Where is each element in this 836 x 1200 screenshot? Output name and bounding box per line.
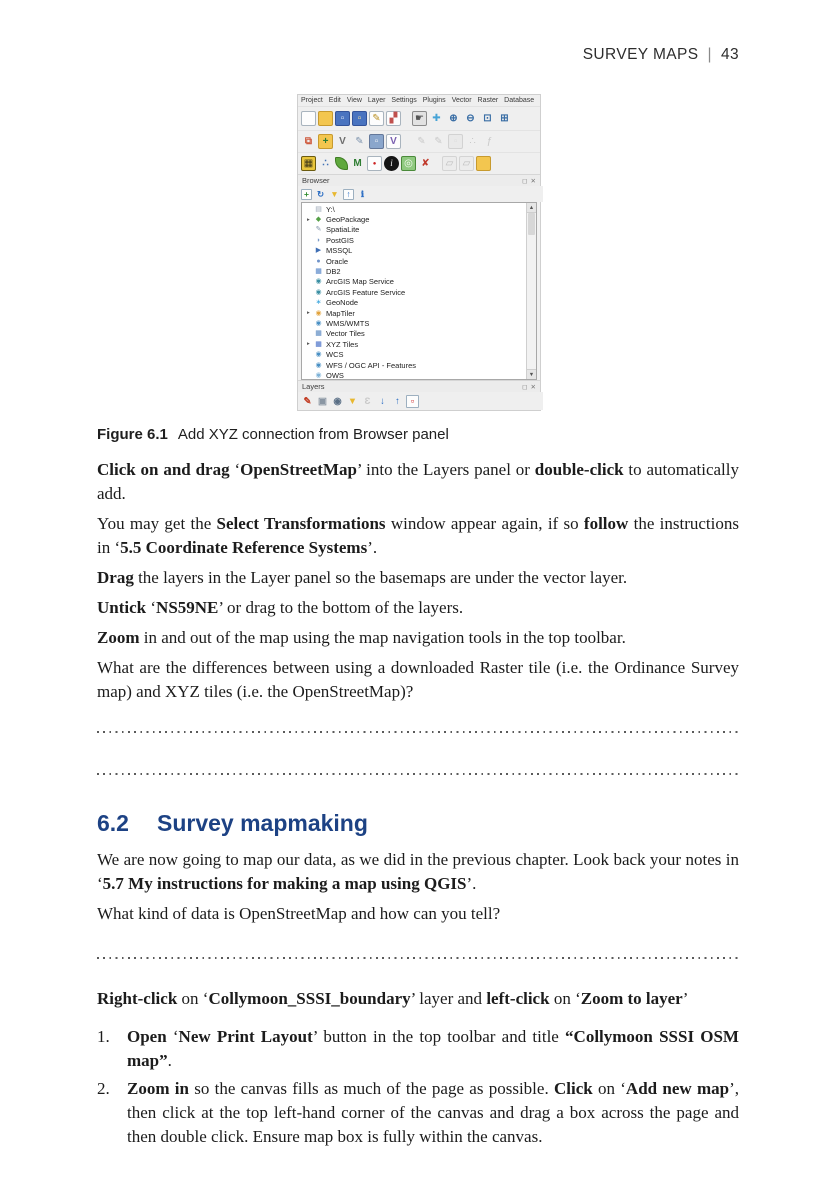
select-features-icon[interactable]: ▱ <box>442 156 457 171</box>
tree-item[interactable] <box>302 277 526 287</box>
save-project-icon[interactable]: ▫ <box>335 111 350 126</box>
annotation-icon[interactable]: ● <box>367 156 382 171</box>
tree-item-icon: ▤ <box>315 205 322 213</box>
paragraph-question2: What kind of data is OpenStreetMap and how can you tell? <box>97 904 501 923</box>
tree-item-label: WFS / OGC API - Features <box>326 360 417 370</box>
browser-tree <box>301 202 537 380</box>
paragraph-question1: What are the differences between using a downloaded Raster tile (i.e. the Ordinance Survey map) and XYZ tiles (i.e. the OpenStreetMap)? <box>97 658 739 701</box>
add-delimited-layer-icon[interactable]: V <box>339 135 346 147</box>
page-header <box>583 46 739 64</box>
info-icon[interactable]: i <box>384 156 399 171</box>
tree-item-label: GeoPackage <box>326 215 370 225</box>
section-number: 6.2 <box>97 810 129 836</box>
figure-caption <box>97 426 739 443</box>
tree-item-icon: ▦ <box>315 340 322 348</box>
tree-item-label: WCS <box>326 350 344 360</box>
collapse-all-layers-icon[interactable]: ↑ <box>395 395 400 407</box>
expand-all-icon[interactable]: ↓ <box>380 395 385 407</box>
add-group-icon[interactable]: ▣ <box>318 395 327 407</box>
add-postgis-layer-icon[interactable]: ▫ <box>369 134 384 149</box>
tree-item-icon: ▶ <box>315 247 322 255</box>
tree-item[interactable] <box>302 266 526 276</box>
metasearch-icon[interactable]: M <box>353 157 362 169</box>
expression-filter-icon[interactable]: Ɛ <box>364 395 371 407</box>
tree-item-icon: ◉ <box>315 371 322 379</box>
browser-panel-title: Browser <box>302 176 330 185</box>
tree-item-label: SpatiaLite <box>326 225 360 235</box>
tree-item[interactable] <box>302 298 526 308</box>
list-item <box>97 1025 739 1073</box>
layers-panel-title: Layers <box>302 382 325 391</box>
georeferencer-icon[interactable]: ▦ <box>301 156 316 171</box>
figure-caption-text: Add XYZ connection from Browser panel <box>177 426 449 443</box>
leaf-plugin-icon[interactable] <box>335 157 348 170</box>
layers-panel-controls <box>519 382 536 391</box>
tree-item-icon: ◉ <box>315 361 322 369</box>
layout-manager-icon[interactable]: ✎ <box>369 111 384 126</box>
tree-item-icon: ∗ <box>315 299 322 307</box>
menu-item[interactable]: Settings <box>391 97 417 104</box>
properties-icon[interactable]: ℹ <box>360 188 365 199</box>
tree-item-label: XYZ Tiles <box>326 339 359 349</box>
tree-item[interactable] <box>302 246 526 256</box>
paragraph-click-drag: Click on and drag ‘OpenStreetMap’ into the Layers panel or double-click to automatically add. <box>97 460 739 503</box>
paragraph-transformations: You may get the Select Transformations window appear again, if so follow the instructions in ‘5.5 Coordinate Reference Systems’. <box>97 514 739 557</box>
figure-caption-label: Figure 6.1 <box>97 426 168 443</box>
measure-icon[interactable]: ✘ <box>421 157 430 169</box>
tree-item-label: ArcGIS Feature Service <box>326 287 406 297</box>
tree-item-label: PostGIS <box>326 235 354 245</box>
modify-attributes-icon[interactable]: ƒ <box>486 135 493 147</box>
toggle-editing-icon[interactable]: ✎ <box>434 135 443 147</box>
tree-item-label: Vector Tiles <box>326 329 365 339</box>
add-layer-icon[interactable]: + <box>301 189 312 200</box>
menu-item[interactable]: Raster <box>477 97 499 104</box>
style-manager-icon[interactable]: ▞ <box>386 111 401 126</box>
tree-item-label: DB2 <box>326 267 341 277</box>
tree-item-icon: ◉ <box>315 278 322 286</box>
vertex-tool-icon[interactable]: ∴ <box>469 135 476 147</box>
tree-item[interactable] <box>302 225 526 235</box>
tree-item-label: WMS/WMTS <box>326 318 370 328</box>
answer-line <box>97 730 739 733</box>
save-edits-icon[interactable]: ▫ <box>448 134 463 149</box>
body-text <box>97 458 739 1153</box>
qgis-screenshot <box>298 95 540 410</box>
zoom-full-icon[interactable]: ⊡ <box>483 112 492 124</box>
open-project-icon[interactable] <box>318 111 333 126</box>
expand-arrow-icon[interactable]: ▸ <box>307 216 310 223</box>
browser-panel-header <box>298 174 540 186</box>
add-vector-layer-icon[interactable]: + <box>318 134 333 149</box>
open-table-icon[interactable] <box>476 156 491 171</box>
tree-item-icon: ▦ <box>315 268 322 276</box>
tree-item[interactable] <box>302 256 526 266</box>
deselect-features-icon[interactable]: ▱ <box>459 156 474 171</box>
add-spatialite-layer-icon[interactable]: ✎ <box>355 135 364 147</box>
browser-tree-items <box>302 203 526 379</box>
list-item-text: Zoom in so the canvas fills as much of the page as possible. Click on ‘Add new map’, then click at the top left-hand corner of the canvas and drag a box across the page and then double click. Ensure map box is fully within the canvas. <box>127 1079 739 1146</box>
menu-item[interactable]: Edit <box>328 97 341 104</box>
tree-scrollbar[interactable] <box>526 203 536 379</box>
qgis-toolbar-row2 <box>298 130 540 152</box>
tree-item-label: MapTiler <box>326 308 355 318</box>
tree-item[interactable] <box>302 339 526 349</box>
list-item-text: Open ‘New Print Layout’ button in the top toolbar and title “Collymoon SSSI OSM map”. <box>127 1027 739 1070</box>
paragraph-zoom: Zoom in and out of the map using the map navigation tools in the top toolbar. <box>97 628 626 647</box>
running-title: SURVEY MAPS <box>582 46 699 63</box>
menu-item[interactable]: Plugins <box>422 97 446 104</box>
layers-panel-header <box>298 380 540 392</box>
refresh-icon[interactable]: ↻ <box>316 188 325 199</box>
browser-toolbar <box>298 186 543 202</box>
menu-item[interactable]: Database <box>504 97 535 104</box>
tree-item-label: OWS <box>326 370 344 380</box>
qgis-toolbar-row3 <box>298 152 540 174</box>
scroll-down-icon[interactable]: ▼ <box>527 369 536 379</box>
tree-item-icon: ✎ <box>315 226 322 234</box>
tree-item-label: MSSQL <box>326 246 353 256</box>
identify-features-icon[interactable]: ◎ <box>401 156 416 171</box>
close-panel-icon[interactable]: ✕ <box>530 384 536 391</box>
answer-line <box>97 772 739 775</box>
filter-browser-icon[interactable]: ▼ <box>330 189 339 199</box>
tree-item-label: ArcGIS Map Service <box>326 277 394 287</box>
section-title: Survey mapmaking <box>156 810 368 836</box>
tree-item-icon: ◉ <box>315 351 322 359</box>
paragraph-rightclick: Right-click on ‘Collymoon_SSSI_boundary’ layer and left-click on ‘Zoom to layer’ <box>97 989 689 1008</box>
list-item <box>97 1077 739 1149</box>
qgis-menubar <box>298 95 540 107</box>
add-mesh-layer-icon[interactable]: V <box>386 134 401 149</box>
tree-item[interactable] <box>302 329 526 339</box>
tree-item-icon: ◉ <box>315 309 322 317</box>
header-separator: | <box>707 46 712 63</box>
paragraph-intro: We are now going to map our data, as we did in the previous chapter. Look back your notes in ‘5.7 My instructions for making a map using QGIS’. <box>97 850 739 893</box>
tree-item-label: GeoNode <box>326 298 359 308</box>
new-project-icon[interactable] <box>301 111 316 126</box>
answer-line <box>97 956 739 959</box>
numbered-list <box>97 1025 739 1149</box>
pan-map-icon[interactable]: ☛ <box>412 111 427 126</box>
tree-item-icon: ◉ <box>315 288 322 296</box>
paragraph-drag-layers: Drag the layers in the Layer panel so the basemaps are under the vector layer. <box>97 568 628 587</box>
tree-item[interactable] <box>302 360 526 370</box>
float-panel-icon[interactable]: ◻ <box>522 178 528 185</box>
expand-arrow-icon[interactable]: ▸ <box>307 310 310 317</box>
tree-item[interactable] <box>302 370 526 380</box>
tree-item-icon: ◗ <box>316 236 321 244</box>
tree-item-icon: ◉ <box>315 319 322 327</box>
collapse-all-icon[interactable]: ↑ <box>343 189 354 200</box>
save-as-icon[interactable]: ▫ <box>352 111 367 126</box>
expand-arrow-icon[interactable]: ▸ <box>307 341 310 348</box>
float-panel-icon[interactable]: ◻ <box>522 384 528 391</box>
tree-item[interactable] <box>302 214 526 224</box>
tree-item-label: Oracle <box>326 256 349 266</box>
qgis-toolbar-row1 <box>298 107 540 130</box>
zoom-out-icon[interactable]: ⊖ <box>466 112 475 124</box>
scrollbar-thumb[interactable] <box>528 213 535 235</box>
close-panel-icon[interactable]: ✕ <box>530 178 536 185</box>
layer-styling-icon[interactable]: ✎ <box>303 395 312 407</box>
tree-item-icon: ◆ <box>315 216 322 224</box>
zoom-in-icon[interactable]: ⊕ <box>449 112 458 124</box>
list-item-number: 2. <box>97 1079 110 1098</box>
tree-item[interactable] <box>302 349 526 359</box>
menu-item[interactable]: Vector <box>451 97 472 104</box>
paragraph-untick: Untick ‘NS59NE’ or drag to the bottom of the layers. <box>97 598 464 617</box>
layers-toolbar <box>298 392 543 410</box>
pan-to-selection-icon[interactable]: ✚ <box>432 112 441 124</box>
menu-item[interactable]: Project <box>301 97 323 104</box>
remove-layer-icon[interactable]: ▫ <box>406 395 419 408</box>
section-heading <box>97 808 739 838</box>
map-themes-icon[interactable]: ◉ <box>333 395 342 407</box>
page-number: 43 <box>720 46 739 63</box>
browser-panel-controls <box>519 176 536 185</box>
zoom-to-selection-icon[interactable]: ⊞ <box>500 112 509 124</box>
scroll-up-icon[interactable]: ▲ <box>527 203 536 213</box>
tree-item[interactable] <box>302 318 526 328</box>
menu-item[interactable]: Layer <box>367 97 386 104</box>
list-item-number: 1. <box>97 1027 110 1046</box>
tree-item[interactable] <box>302 308 526 318</box>
current-edits-icon[interactable]: ✎ <box>417 135 426 147</box>
data-source-manager-icon[interactable]: ⧉ <box>304 135 313 147</box>
vertex-points-icon[interactable]: ∴ <box>322 157 329 169</box>
tree-item-icon: ● <box>316 257 321 265</box>
menu-item[interactable]: View <box>346 97 362 104</box>
filter-legend-icon[interactable]: ▼ <box>347 395 358 407</box>
tree-item-label: Y:\ <box>326 204 335 214</box>
tree-item[interactable] <box>302 235 526 245</box>
tree-item[interactable] <box>302 204 526 214</box>
tree-item-icon: ▦ <box>315 330 322 338</box>
tree-item[interactable] <box>302 287 526 297</box>
